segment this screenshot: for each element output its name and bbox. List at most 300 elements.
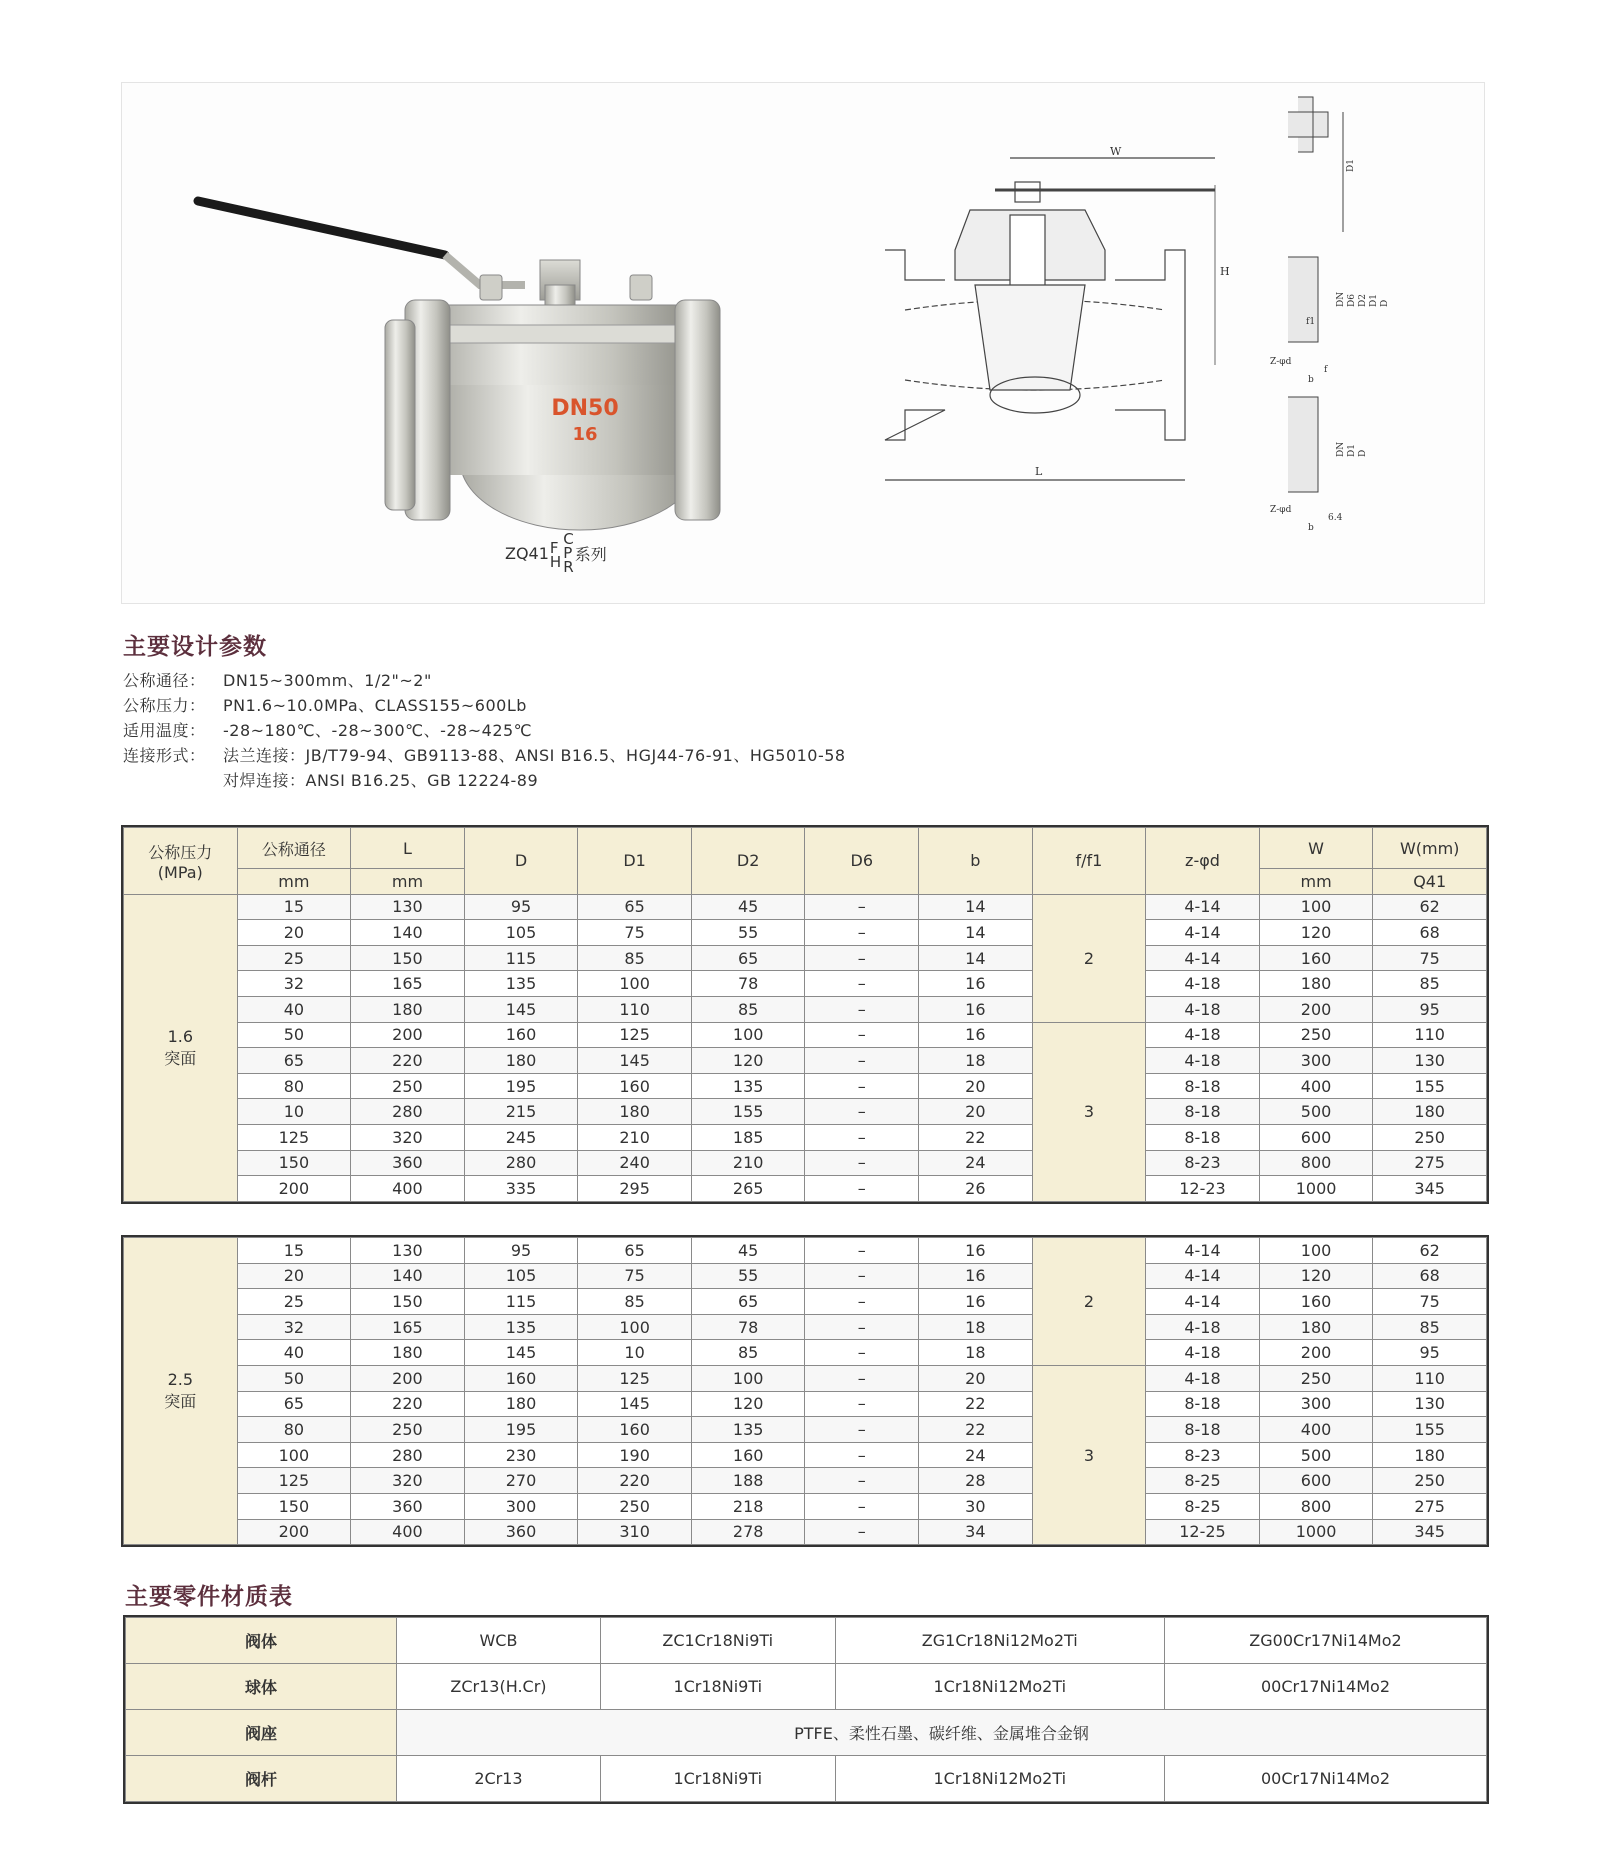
dim-d2: D2 — [1358, 294, 1368, 307]
cell-d1: 65 — [578, 1238, 692, 1264]
cell-d1: 240 — [578, 1150, 692, 1176]
table-row — [124, 1099, 1487, 1125]
cell-q41: 110 — [1373, 1365, 1487, 1391]
cell-l: 140 — [351, 1263, 465, 1289]
material-cell: 1Cr18Ni12Mo2Ti — [835, 1664, 1164, 1710]
cell-d2: 78 — [691, 971, 805, 997]
cell-d: 300 — [464, 1493, 578, 1519]
cell-d6: – — [805, 1176, 919, 1202]
cell-q41: 95 — [1373, 1340, 1487, 1366]
cell-d2: 85 — [691, 996, 805, 1022]
pressure-group-label: 1.6 突面 — [124, 894, 238, 1201]
cell-dn: 50 — [237, 1022, 351, 1048]
cell-dn: 100 — [237, 1442, 351, 1468]
cell-zd: 4-14 — [1146, 945, 1260, 971]
cell-b: 22 — [919, 1124, 1033, 1150]
cell-dn: 50 — [237, 1365, 351, 1391]
spec-table-2-5 — [123, 1237, 1487, 1545]
cell-l: 400 — [351, 1519, 465, 1545]
cell-f: 3 — [1032, 1365, 1146, 1544]
cell-d2: 135 — [691, 1417, 805, 1443]
cell-dn: 150 — [237, 1150, 351, 1176]
cell-w: 600 — [1259, 1468, 1373, 1494]
cell-d2: 188 — [691, 1468, 805, 1494]
cell-d: 215 — [464, 1099, 578, 1125]
table-row — [124, 945, 1487, 971]
cell-w: 500 — [1259, 1442, 1373, 1468]
hdr-d1: D1 — [578, 828, 692, 895]
cell-d2: 65 — [691, 945, 805, 971]
cell-b: 22 — [919, 1391, 1033, 1417]
table-row — [124, 1263, 1487, 1289]
cell-dn: 20 — [237, 1263, 351, 1289]
cell-l: 400 — [351, 1176, 465, 1202]
hdr-q41: Q41 — [1373, 869, 1487, 895]
hdr-d: D — [464, 828, 578, 895]
dim-h: H — [1220, 265, 1230, 278]
table-row — [124, 1442, 1487, 1468]
material-cell: 00Cr17Ni14Mo2 — [1164, 1756, 1486, 1802]
cell-dn: 200 — [237, 1176, 351, 1202]
cell-q41: 250 — [1373, 1468, 1487, 1494]
material-cell: ZG00Cr17Ni14Mo2 — [1164, 1618, 1486, 1664]
cell-dn: 15 — [237, 894, 351, 920]
cell-zd: 8-25 — [1146, 1493, 1260, 1519]
cell-zd: 4-18 — [1146, 1365, 1260, 1391]
cell-dn: 32 — [237, 971, 351, 997]
cell-q41: 75 — [1373, 1289, 1487, 1315]
table-row — [124, 1340, 1487, 1366]
design-params-title: 主要设计参数 — [123, 634, 267, 660]
dim-dn-2: DN — [1336, 441, 1346, 457]
caption-h: H — [549, 553, 562, 571]
dim-d1: D1 — [1369, 294, 1379, 307]
pressure-group-label: 2.5 突面 — [124, 1238, 238, 1545]
material-cell: ZCr13(H.Cr) — [397, 1664, 601, 1710]
cell-b: 16 — [919, 1289, 1033, 1315]
cell-d: 160 — [464, 1365, 578, 1391]
material-label: 球体 — [126, 1664, 397, 1710]
cell-w: 100 — [1259, 894, 1373, 920]
material-cell: 1Cr18Ni12Mo2Ti — [835, 1756, 1164, 1802]
table-row — [124, 1073, 1487, 1099]
table-row — [124, 1048, 1487, 1074]
material-cell: ZG1Cr18Ni12Mo2Ti — [835, 1618, 1164, 1664]
dim-d: D — [1380, 299, 1390, 307]
cell-dn: 15 — [237, 1238, 351, 1264]
caption-f: F — [549, 539, 559, 557]
cell-q41: 345 — [1373, 1176, 1487, 1202]
cell-l: 150 — [351, 1289, 465, 1315]
cell-l: 320 — [351, 1124, 465, 1150]
cell-zd: 8-18 — [1146, 1391, 1260, 1417]
hdr-dn-unit: mm — [237, 869, 351, 895]
cell-dn: 80 — [237, 1417, 351, 1443]
cell-d2: 120 — [691, 1391, 805, 1417]
cell-b: 30 — [919, 1493, 1033, 1519]
table-row — [124, 1493, 1487, 1519]
cell-l: 280 — [351, 1099, 465, 1125]
cell-d6: – — [805, 1519, 919, 1545]
cell-b: 16 — [919, 1238, 1033, 1264]
cell-b: 14 — [919, 945, 1033, 971]
cell-zd: 4-18 — [1146, 1340, 1260, 1366]
dim-zd-2: Z-φd — [1270, 505, 1292, 515]
cell-dn: 65 — [237, 1048, 351, 1074]
cell-d1: 100 — [578, 971, 692, 997]
cell-d1: 145 — [578, 1048, 692, 1074]
cell-dn: 25 — [237, 1289, 351, 1315]
caption-suffix: 系列 — [574, 544, 607, 564]
hdr-d6: D6 — [805, 828, 919, 895]
cell-q41: 110 — [1373, 1022, 1487, 1048]
cell-zd: 8-18 — [1146, 1099, 1260, 1125]
cell-zd: 8-25 — [1146, 1468, 1260, 1494]
cell-zd: 4-18 — [1146, 971, 1260, 997]
cell-d: 160 — [464, 1022, 578, 1048]
cell-d6: – — [805, 1314, 919, 1340]
hdr-f: f/f1 — [1032, 828, 1146, 895]
cell-q41: 85 — [1373, 1314, 1487, 1340]
hdr-w: W — [1259, 828, 1373, 869]
cell-l: 180 — [351, 1340, 465, 1366]
cell-b: 18 — [919, 1340, 1033, 1366]
cell-b: 34 — [919, 1519, 1033, 1545]
cell-d1: 190 — [578, 1442, 692, 1468]
param-connection-weld: 对焊连接：ANSI B16.25、GB 12224-89 — [223, 771, 539, 790]
dim-b-2: b — [1308, 523, 1314, 533]
cell-d2: 55 — [691, 1263, 805, 1289]
flange-detail-drawings — [1268, 92, 1408, 532]
cell-w: 200 — [1259, 1340, 1373, 1366]
cell-d: 95 — [464, 894, 578, 920]
cell-d6: – — [805, 945, 919, 971]
design-params — [123, 668, 846, 793]
cell-l: 165 — [351, 971, 465, 997]
table-row — [124, 1176, 1487, 1202]
cell-d: 135 — [464, 971, 578, 997]
cell-d1: 160 — [578, 1073, 692, 1099]
hdr-wmm: W(mm) — [1373, 828, 1487, 869]
material-seat-span: PTFE、柔性石墨、碳纤维、金属堆合金钢 — [397, 1710, 1487, 1756]
hdr-l-unit: mm — [351, 869, 465, 895]
cell-d1: 125 — [578, 1365, 692, 1391]
cell-b: 14 — [919, 920, 1033, 946]
cell-b: 16 — [919, 996, 1033, 1022]
hdr-dn: 公称通径 — [237, 828, 351, 869]
cell-f: 2 — [1032, 894, 1146, 1022]
cell-q41: 130 — [1373, 1048, 1487, 1074]
cell-zd: 8-23 — [1146, 1150, 1260, 1176]
cell-d: 280 — [464, 1150, 578, 1176]
cell-l: 250 — [351, 1417, 465, 1443]
dim-d1-top: D1 — [1346, 159, 1356, 172]
cell-d: 230 — [464, 1442, 578, 1468]
cell-d2: 78 — [691, 1314, 805, 1340]
cell-zd: 4-14 — [1146, 894, 1260, 920]
table-row — [124, 1417, 1487, 1443]
cell-dn: 125 — [237, 1124, 351, 1150]
param-connection: 连接形式： 法兰连接：JB/T79-94、GB9113-88、ANSI B16.5、HGJ44-76-91、HG5010-58 — [123, 746, 846, 765]
cell-d: 180 — [464, 1048, 578, 1074]
cell-d1: 75 — [578, 1263, 692, 1289]
cell-d6: – — [805, 996, 919, 1022]
cell-zd: 4-14 — [1146, 1289, 1260, 1315]
cell-d1: 210 — [578, 1124, 692, 1150]
cell-d: 135 — [464, 1314, 578, 1340]
dim-dn: DN — [1336, 291, 1346, 307]
cell-w: 1000 — [1259, 1519, 1373, 1545]
table-row — [124, 1468, 1487, 1494]
cell-w: 200 — [1259, 996, 1373, 1022]
table-row — [124, 1314, 1487, 1340]
cell-dn: 10 — [237, 1099, 351, 1125]
cell-d1: 160 — [578, 1417, 692, 1443]
cell-q41: 275 — [1373, 1150, 1487, 1176]
cell-b: 16 — [919, 971, 1033, 997]
cell-w: 180 — [1259, 1314, 1373, 1340]
cell-d1: 180 — [578, 1099, 692, 1125]
cell-d2: 265 — [691, 1176, 805, 1202]
cell-zd: 4-18 — [1146, 1048, 1260, 1074]
cell-b: 14 — [919, 894, 1033, 920]
dim-l: L — [1035, 465, 1043, 478]
cell-q41: 68 — [1373, 1263, 1487, 1289]
model-caption — [505, 532, 607, 574]
hdr-pressure: 公称压力 (MPa) — [124, 828, 238, 895]
dim-w: W — [1110, 145, 1122, 158]
cell-q41: 345 — [1373, 1519, 1487, 1545]
cell-d1: 145 — [578, 1391, 692, 1417]
cell-b: 28 — [919, 1468, 1033, 1494]
cell-q41: 250 — [1373, 1124, 1487, 1150]
cell-l: 140 — [351, 920, 465, 946]
materials-table — [125, 1617, 1487, 1802]
dim-zd-1: Z-φd — [1270, 357, 1292, 367]
cell-d6: – — [805, 894, 919, 920]
cell-d: 105 — [464, 1263, 578, 1289]
cell-zd: 4-14 — [1146, 920, 1260, 946]
cell-d1: 100 — [578, 1314, 692, 1340]
cell-q41: 85 — [1373, 971, 1487, 997]
cell-d1: 65 — [578, 894, 692, 920]
cell-b: 24 — [919, 1442, 1033, 1468]
material-cell: 1Cr18Ni9Ti — [600, 1664, 835, 1710]
table-row — [124, 971, 1487, 997]
cell-d6: – — [805, 1493, 919, 1519]
cell-w: 500 — [1259, 1099, 1373, 1125]
caption-p: P — [563, 544, 573, 562]
cell-zd: 8-18 — [1146, 1124, 1260, 1150]
cell-d6: – — [805, 1150, 919, 1176]
material-cell: 00Cr17Ni14Mo2 — [1164, 1664, 1486, 1710]
cell-d6: – — [805, 971, 919, 997]
material-label: 阀座 — [126, 1710, 397, 1756]
dim-f: f — [1324, 365, 1328, 375]
cell-dn: 80 — [237, 1073, 351, 1099]
cell-b: 16 — [919, 1022, 1033, 1048]
cell-w: 400 — [1259, 1417, 1373, 1443]
cell-w: 800 — [1259, 1150, 1373, 1176]
cell-d6: – — [805, 1073, 919, 1099]
cell-zd: 12-23 — [1146, 1176, 1260, 1202]
cell-d6: – — [805, 1124, 919, 1150]
material-cell: 1Cr18Ni9Ti — [600, 1756, 835, 1802]
cell-d: 145 — [464, 1340, 578, 1366]
table-row — [124, 1365, 1487, 1391]
cell-l: 200 — [351, 1365, 465, 1391]
hdr-l: L — [351, 828, 465, 869]
table-row — [124, 1391, 1487, 1417]
nameplate-size: DN50 — [551, 396, 619, 421]
cell-d: 195 — [464, 1073, 578, 1099]
cell-l: 360 — [351, 1493, 465, 1519]
cell-w: 120 — [1259, 920, 1373, 946]
cell-l: 360 — [351, 1150, 465, 1176]
cell-w: 250 — [1259, 1022, 1373, 1048]
cell-zd: 4-14 — [1146, 1238, 1260, 1264]
nameplate-pressure: 16 — [572, 424, 598, 445]
cell-zd: 12-25 — [1146, 1519, 1260, 1545]
cell-l: 220 — [351, 1048, 465, 1074]
cell-dn: 32 — [237, 1314, 351, 1340]
material-row — [126, 1618, 1487, 1664]
cell-d6: – — [805, 1099, 919, 1125]
table-row — [124, 1022, 1487, 1048]
cell-b: 20 — [919, 1365, 1033, 1391]
material-row — [126, 1664, 1487, 1710]
cell-d: 180 — [464, 1391, 578, 1417]
cell-dn: 20 — [237, 920, 351, 946]
cell-dn: 40 — [237, 1340, 351, 1366]
cell-dn: 65 — [237, 1391, 351, 1417]
param-pressure: 公称压力： PN1.6~10.0MPa、CLASS155~600Lb — [123, 696, 527, 715]
cell-q41: 62 — [1373, 1238, 1487, 1264]
cell-w: 100 — [1259, 1238, 1373, 1264]
hdr-zd: z-φd — [1146, 828, 1260, 895]
material-cell: WCB — [397, 1618, 601, 1664]
cell-d: 145 — [464, 996, 578, 1022]
cell-b: 18 — [919, 1048, 1033, 1074]
cell-l: 250 — [351, 1073, 465, 1099]
cell-w: 400 — [1259, 1073, 1373, 1099]
cell-d: 115 — [464, 945, 578, 971]
cell-d6: – — [805, 1468, 919, 1494]
cell-l: 280 — [351, 1442, 465, 1468]
cell-zd: 8-23 — [1146, 1442, 1260, 1468]
cell-l: 165 — [351, 1314, 465, 1340]
cell-l: 200 — [351, 1022, 465, 1048]
cell-d: 105 — [464, 920, 578, 946]
cell-b: 18 — [919, 1314, 1033, 1340]
cell-q41: 68 — [1373, 920, 1487, 946]
dim-d1-2: D1 — [1347, 444, 1357, 457]
param-size: 公称通径： DN15~300mm、1/2"~2" — [123, 671, 432, 690]
cell-b: 20 — [919, 1073, 1033, 1099]
cell-d2: 100 — [691, 1365, 805, 1391]
cell-d2: 100 — [691, 1022, 805, 1048]
cell-l: 220 — [351, 1391, 465, 1417]
caption-prefix: ZQ41 — [505, 543, 549, 563]
cell-d: 115 — [464, 1289, 578, 1315]
cell-d6: – — [805, 1417, 919, 1443]
cell-l: 180 — [351, 996, 465, 1022]
cell-d6: – — [805, 1022, 919, 1048]
materials-title: 主要零件材质表 — [125, 1584, 293, 1610]
cell-d1: 85 — [578, 1289, 692, 1315]
caption-r: R — [563, 558, 574, 576]
cell-b: 16 — [919, 1263, 1033, 1289]
cell-w: 1000 — [1259, 1176, 1373, 1202]
cell-d2: 278 — [691, 1519, 805, 1545]
caption-c: C — [563, 530, 574, 548]
cell-b: 22 — [919, 1417, 1033, 1443]
cell-dn: 40 — [237, 996, 351, 1022]
cell-q41: 62 — [1373, 894, 1487, 920]
table-row — [124, 996, 1487, 1022]
cell-d2: 185 — [691, 1124, 805, 1150]
hdr-w-unit: mm — [1259, 869, 1373, 895]
cell-f: 2 — [1032, 1238, 1146, 1366]
cell-d2: 85 — [691, 1340, 805, 1366]
dim-d6: D6 — [1347, 294, 1357, 307]
cell-zd: 4-18 — [1146, 1314, 1260, 1340]
cell-l: 130 — [351, 894, 465, 920]
cell-zd: 4-18 — [1146, 1022, 1260, 1048]
cell-dn: 125 — [237, 1468, 351, 1494]
cell-l: 130 — [351, 1238, 465, 1264]
cell-w: 800 — [1259, 1493, 1373, 1519]
cell-b: 20 — [919, 1099, 1033, 1125]
cell-zd: 8-18 — [1146, 1417, 1260, 1443]
cell-w: 120 — [1259, 1263, 1373, 1289]
cell-d: 95 — [464, 1238, 578, 1264]
cell-d6: – — [805, 1238, 919, 1264]
cell-d6: – — [805, 1340, 919, 1366]
cell-d1: 310 — [578, 1519, 692, 1545]
cell-l: 150 — [351, 945, 465, 971]
spec-table-1-6 — [123, 827, 1487, 1202]
hdr-b: b — [919, 828, 1033, 895]
cell-b: 26 — [919, 1176, 1033, 1202]
cell-l: 320 — [351, 1468, 465, 1494]
cell-d6: – — [805, 1048, 919, 1074]
cell-d1: 85 — [578, 945, 692, 971]
cell-dn: 25 — [237, 945, 351, 971]
table-row — [124, 1124, 1487, 1150]
cell-d6: – — [805, 1391, 919, 1417]
cell-q41: 180 — [1373, 1442, 1487, 1468]
cell-d6: – — [805, 1263, 919, 1289]
cell-w: 300 — [1259, 1048, 1373, 1074]
cell-d: 195 — [464, 1417, 578, 1443]
dim-f1: f1 — [1306, 317, 1316, 327]
cell-d: 270 — [464, 1468, 578, 1494]
cell-dn: 150 — [237, 1493, 351, 1519]
cell-d1: 75 — [578, 920, 692, 946]
table-row — [124, 1519, 1487, 1545]
cell-w: 180 — [1259, 971, 1373, 997]
table-row — [124, 1238, 1487, 1264]
cell-d1: 295 — [578, 1176, 692, 1202]
cell-w: 300 — [1259, 1391, 1373, 1417]
material-cell: ZC1Cr18Ni9Ti — [600, 1618, 835, 1664]
cell-q41: 130 — [1373, 1391, 1487, 1417]
cell-d2: 55 — [691, 920, 805, 946]
table-row — [124, 1289, 1487, 1315]
cell-zd: 8-18 — [1146, 1073, 1260, 1099]
cell-q41: 75 — [1373, 945, 1487, 971]
